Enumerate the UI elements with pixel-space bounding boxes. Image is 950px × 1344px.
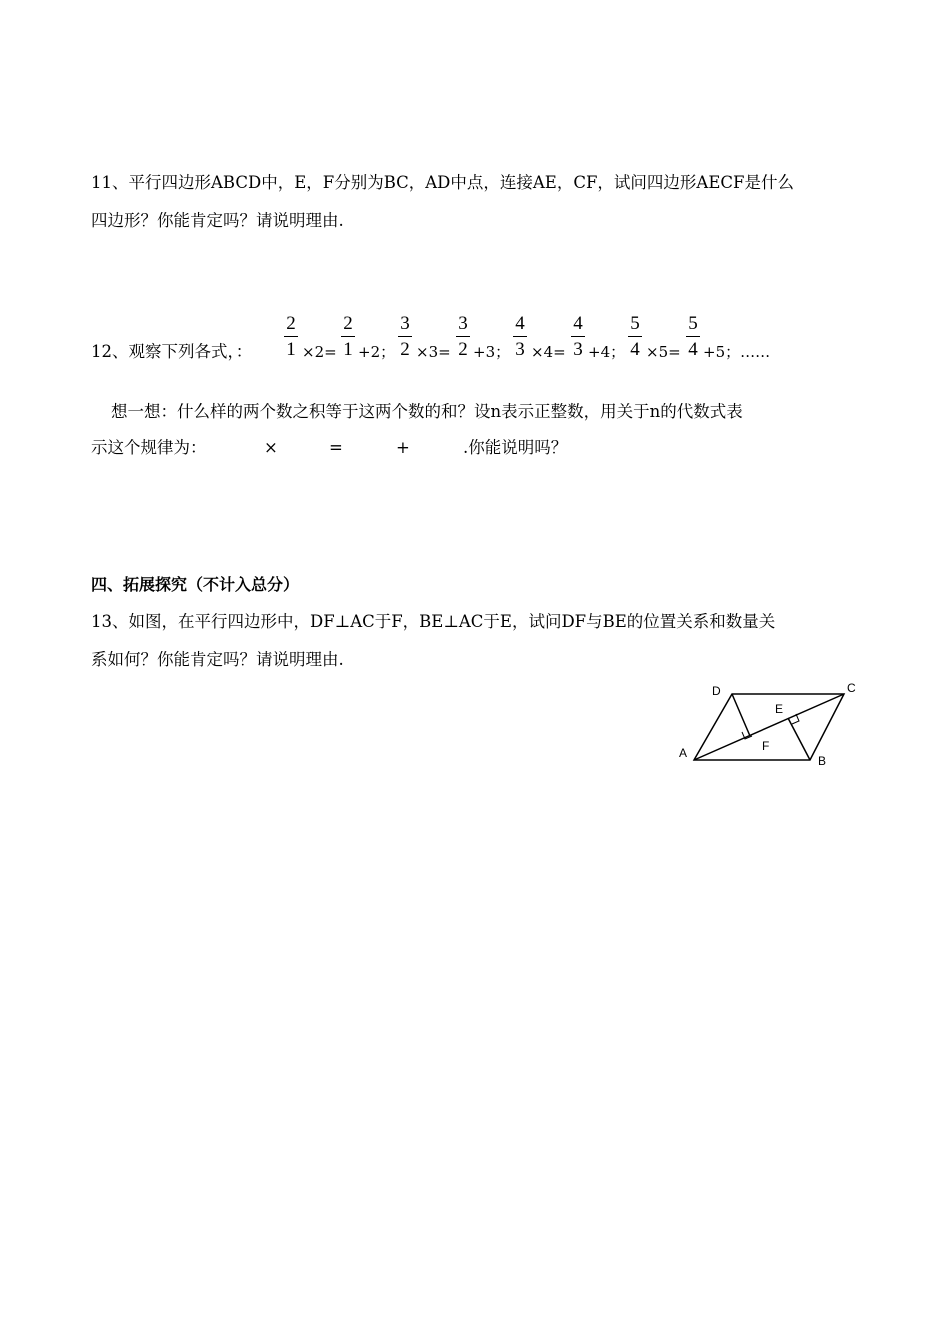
- equals-sign: =: [329, 438, 343, 457]
- op-2: +2；: [358, 343, 396, 361]
- fraction-1-denominator: 1: [286, 339, 296, 360]
- fraction-3-denominator: 2: [400, 339, 410, 360]
- fraction-7-denominator: 4: [630, 339, 640, 360]
- fraction-4: [456, 314, 470, 359]
- label-a: A: [679, 746, 688, 760]
- label-e: E: [775, 702, 784, 716]
- label-b: B: [818, 754, 827, 768]
- fraction-2-denominator: 1: [343, 339, 353, 360]
- fraction-2: [341, 314, 355, 359]
- fraction-6: [571, 314, 585, 359]
- q11-line-1: 11、平行四边形ABCD中，E，F分别为BC，AD中点，连接AE，CF，试问四边形AECF是什么: [91, 173, 794, 192]
- fraction-3-numerator: 3: [398, 314, 412, 337]
- fraction-8-numerator: 5: [686, 314, 700, 337]
- segment-be: [788, 718, 810, 760]
- q12-think-line-2-prefix: 示这个规律为：: [91, 438, 207, 457]
- op-8: +5；……: [703, 343, 771, 361]
- label-c: C: [847, 681, 856, 695]
- label-f: F: [762, 739, 770, 753]
- segment-df: [732, 694, 750, 736]
- parallelogram-figure: [676, 678, 866, 770]
- fraction-4-numerator: 3: [456, 314, 470, 337]
- fraction-5-denominator: 3: [515, 339, 525, 360]
- fraction-1: [284, 314, 298, 359]
- op-3: ×3=: [416, 343, 451, 361]
- fraction-1-numerator: 2: [284, 314, 298, 337]
- q12-think-line-2-suffix: .你能说明吗？: [463, 438, 568, 457]
- op-4: +3；: [473, 343, 511, 361]
- op-5: ×4=: [531, 343, 566, 361]
- plus-sign: +: [396, 438, 410, 457]
- op-1: ×2=: [302, 343, 337, 361]
- fraction-7: [628, 314, 642, 359]
- fraction-8: [686, 314, 700, 359]
- q12-think-line-1: 想一想：什么样的两个数之积等于这两个数的和？设n表示正整数，用关于n的代数式表: [111, 402, 743, 421]
- label-d: D: [712, 684, 721, 698]
- q12-intro: 12、观察下列各式，：: [91, 342, 253, 361]
- q11-line-2: 四边形？你能肯定吗？请说明理由.: [91, 211, 344, 230]
- fraction-2-numerator: 2: [341, 314, 355, 337]
- op-7: ×5=: [646, 343, 681, 361]
- fraction-3: [398, 314, 412, 359]
- fraction-8-denominator: 4: [688, 339, 698, 360]
- fraction-5-numerator: 4: [513, 314, 527, 337]
- fraction-4-denominator: 2: [458, 339, 468, 360]
- fraction-5: [513, 314, 527, 359]
- section-4-title: 四、拓展探究（不计入总分）: [91, 575, 300, 594]
- fraction-6-denominator: 3: [573, 339, 583, 360]
- q13-line-2: 系如何？你能肯定吗？请说明理由.: [91, 650, 344, 669]
- fraction-6-numerator: 4: [571, 314, 585, 337]
- q13-line-1: 13、如图，在平行四边形中，DF⊥AC于F，BE⊥AC于E，试问DF与BE的位置关系和数量关: [91, 612, 776, 631]
- times-sign: ×: [264, 438, 278, 457]
- fraction-7-numerator: 5: [628, 314, 642, 337]
- op-6: +4；: [588, 343, 626, 361]
